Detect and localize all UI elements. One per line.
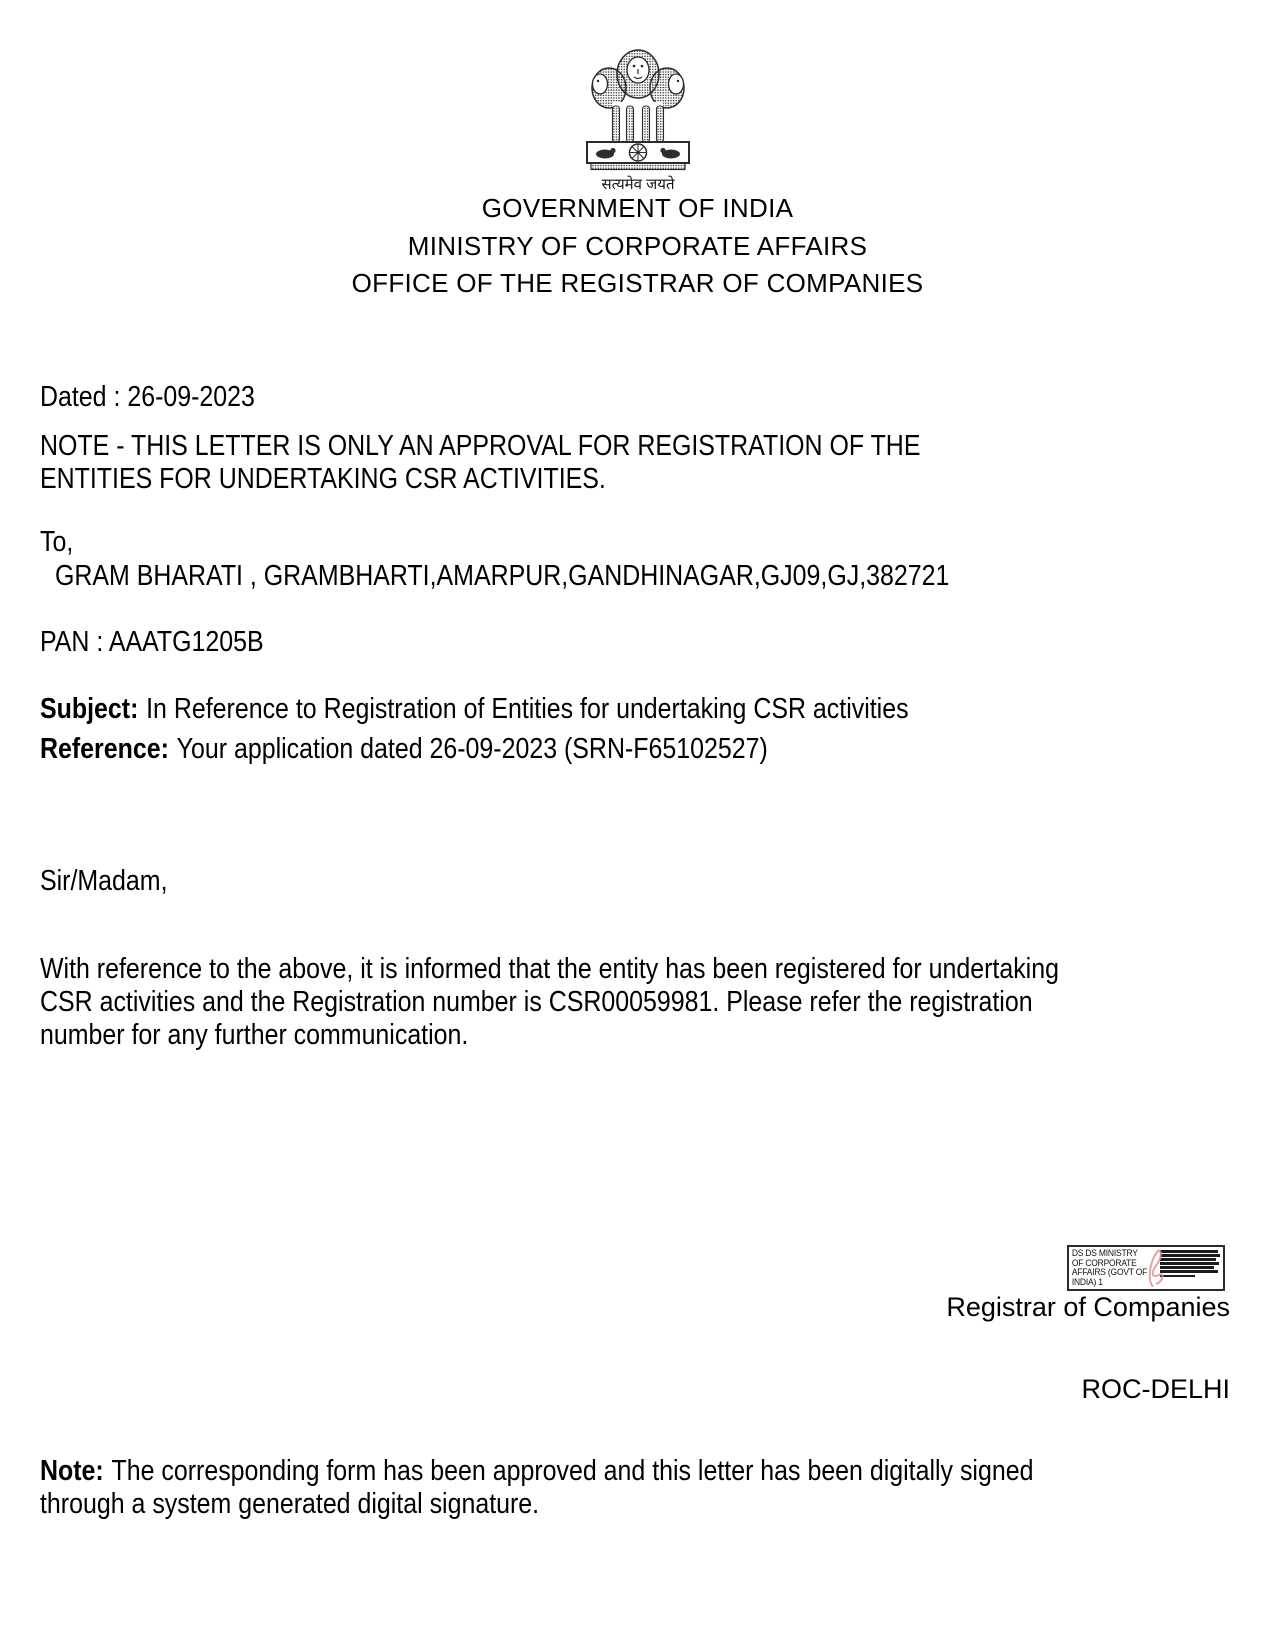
emblem-motto: सत्यमेव जयते (600, 176, 675, 193)
stamp-line-2: OF CORPORATE (1071, 1257, 1137, 1268)
header-office: OFFICE OF THE REGISTRAR OF COMPANIES (351, 268, 924, 298)
approval-note-line-2: ENTITIES FOR UNDERTAKING CSR ACTIVITIES. (40, 463, 606, 495)
reference-line (40, 733, 768, 766)
stamp-line-4: INDIA) 1 (1071, 1276, 1103, 1287)
signature-stamp-text (1069, 1247, 1155, 1289)
lion-capital-icon (553, 32, 723, 194)
recipient-address: GRAM BHARATI , GRAMBHARTI,AMARPUR,GANDHINAGAR,GJ09,GJ,382721 (55, 560, 950, 592)
letter-header (0, 190, 1275, 303)
subject-label: Subject: (40, 693, 139, 725)
subject-line (40, 693, 909, 726)
approval-note (40, 430, 920, 496)
footer-note-line-2: through a system generated digital signature. (40, 1488, 540, 1520)
digital-signature-stamp (1067, 1245, 1225, 1291)
footer-note-line-1: The corresponding form has been approved and this letter has been digitally signed (111, 1455, 1034, 1487)
body-line-3: number for any further communication. (40, 1019, 469, 1051)
header-government: GOVERNMENT OF INDIA (481, 193, 794, 223)
reference-text: Your application dated 26-09-2023 (SRN-F65102527) (176, 733, 768, 765)
date-line: Dated : 26-09-2023 (40, 381, 255, 413)
stamp-line-3: AFFAIRS (GOVT OF (1071, 1267, 1148, 1278)
india-national-emblem (553, 32, 723, 199)
header-ministry: MINISTRY OF CORPORATE AFFAIRS (407, 230, 868, 261)
body-paragraph (40, 953, 1059, 1052)
to-label: To, (40, 526, 74, 558)
subject-text: In Reference to Registration of Entities for undertaking CSR activities (146, 693, 909, 725)
approval-note-line-1: NOTE - THIS LETTER IS ONLY AN APPROVAL FOR REGISTRATION OF THE (40, 430, 921, 462)
footer-note (40, 1455, 1033, 1521)
stamp-line-1: DS DS MINISTRY (1071, 1248, 1138, 1258)
salutation: Sir/Madam, (40, 865, 168, 897)
reference-label: Reference: (40, 733, 169, 765)
footer-note-label: Note: (40, 1455, 104, 1487)
body-line-1: With reference to the above, it is informed that the entity has been registered for undertaking (40, 953, 1059, 985)
roc-office: ROC-DELHI (1081, 1374, 1230, 1404)
signature-flourish-icon (1143, 1248, 1173, 1289)
registrar-title: Registrar of Companies (946, 1292, 1230, 1322)
pan-line: PAN : AAATG1205B (40, 626, 264, 658)
body-line-2: CSR activities and the Registration number is CSR00059981. Please refer the registration (40, 986, 1033, 1018)
